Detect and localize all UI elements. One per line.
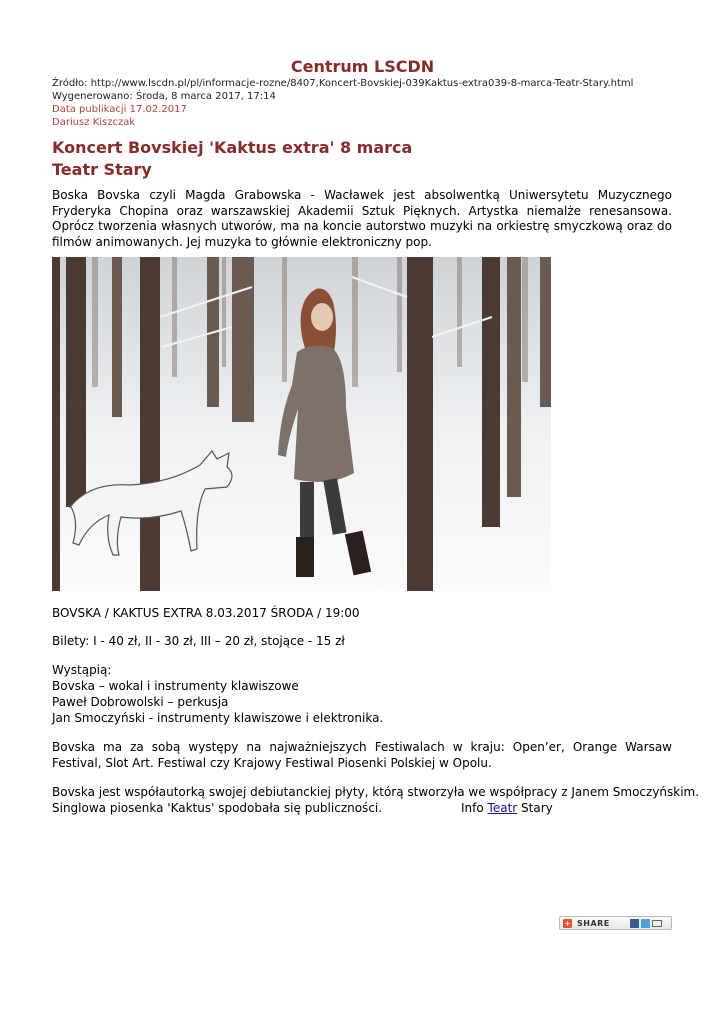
album-line: Bovska jest współautorką swojej debiutanckiej płyty, którą stworzyła we współpracy z Janem Smoczyńskim. (52, 785, 700, 799)
publication-date: Data publikacji 17.02.2017 (52, 104, 187, 115)
album-line-2: Singlowa piosenka 'Kaktus' spodobała się publiczności. (52, 801, 383, 815)
teatr-link[interactable]: Teatr (487, 801, 518, 815)
photo-illustration (52, 257, 551, 591)
event-line: BOVSKA / KAKTUS EXTRA 8.03.2017 ŚRODA / 19:00 (52, 606, 360, 620)
article-photo (52, 257, 551, 591)
performer-item: Paweł Dobrowolski – perkusja (52, 695, 229, 709)
performer-item: Bovska – wokal i instrumenty klawiszowe (52, 679, 299, 693)
share-button[interactable] (559, 916, 672, 930)
info-suffix: Stary (521, 801, 553, 815)
article-title-line2: Teatr Stary (52, 160, 152, 179)
site-title: Centrum LSCDN (290, 57, 435, 76)
email-icon (652, 920, 662, 927)
intro-paragraph: Boska Bovska czyli Magda Grabowska - Wacławek jest absolwentką Uniwersytetu Muzycznego Fryderyka Chopina oraz warszawskiej Akademii Sztuk Pięknych. Artystka niemalże renesansowa. Oprócz tworzenia własnych utworów, ma na koncie autorstwo muzyki na orkiestrę smyczkową oraz do filmów animowanych. Jej muzyka to głównie elektroniczny pop. (52, 188, 672, 249)
tickets-line: Bilety: I - 40 zł, II - 30 zł, III – 20 zł, stojące - 15 zł (52, 634, 345, 648)
share-label: SHARE (577, 918, 610, 928)
info-prefix: Info (461, 801, 484, 815)
performer-item: Jan Smoczyński - instrumenty klawiszowe i elektronika. (52, 711, 384, 725)
generated-date: Wygenerowano: Środa, 8 marca 2017, 17:14 (52, 91, 276, 102)
facebook-icon (630, 919, 639, 928)
plus-icon: + (564, 918, 571, 928)
twitter-icon (641, 919, 650, 928)
festivals-paragraph: Bovska ma za sobą występy na najważniejszych Festiwalach w kraju: Open’er, Orange Warsaw Festival, Slot Art. Festiwal czy Krajowy Festiwal Piosenki Polskiej w Opolu. (52, 740, 672, 770)
source-url: Źródło: http://www.lscdn.pl/pl/informacje-rozne/8407,Koncert-Bovskiej-039Kaktus-extra039-8-marca-Teatr-Stary.html (52, 78, 634, 89)
info-line (461, 800, 553, 816)
article-title (52, 137, 412, 181)
performers-heading: Wystąpią: (52, 663, 112, 677)
author: Dariusz Kiszczak (52, 117, 136, 128)
article-title-line1: Koncert Bovskiej 'Kaktus extra' 8 marca (52, 138, 413, 157)
